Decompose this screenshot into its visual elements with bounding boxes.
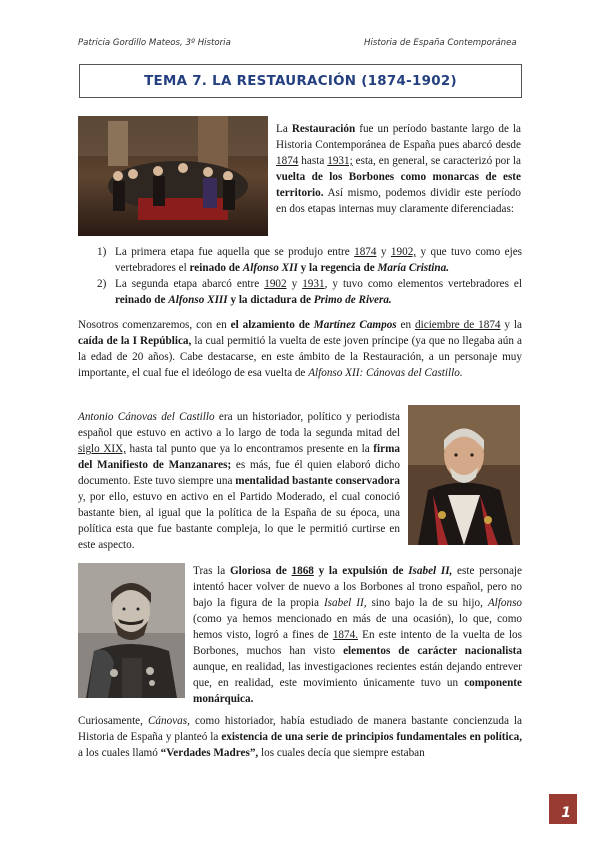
paragraph-alzamiento: Nosotros comenzaremos, con en el alzamiento de Martínez Campos en diciembre de 1874 y la caída de la I República, la cual permitió la vuelta de este joven príncipe (ya que no llegaba aún a la edad de 20 años). Cabe destacarse, en este ámbito de la Restauración, a un personaje muy importante, el cual fue el ideólogo de esa vuelta de Alfonso XII: Cánovas del Castillo. — [78, 319, 523, 379]
intro-paragraph: La Restauración fue un período bastante largo de la Historia Contemporánea de España pues abarcó desde 1874 hasta 1931; esta, en general, se caracterizó por la vuelta de los Borbones como monarcas de este territorio. Así mismo, podemos dividir este período en dos etapas internas muy claramente diferenciadas: — [276, 123, 521, 215]
paragraph-gloriosa: Tras la Gloriosa de 1868 y la expulsión de Isabel II, este personaje intentó hacer volver de nuevo a los Borbones al trono español, pero no bajo la figura de la propia Isabel II, sino bajo la de su hijo, Alfonso (como ya hemos mencionado en más de una ocasión), lo que, como hemos visto, logró a fines de 1874. En este intento de la vuelta de los Borbones, muchos han visto elementos de carácter nacionalista aunque, en realidad, las investigaciones recientes están dejando entrever que, en realidad, este movimiento únicamente tuvo un componente monárquica. — [193, 565, 523, 705]
list-item: 2) La segunda etapa abarcó entre 1902 y 1931, y tuvo como elementos vertebradores el reinado de Alfonso XIII y la dictadura de Primo de Rivera. — [97, 278, 522, 306]
page-number: 1 — [549, 794, 577, 824]
canovas-portrait-image — [408, 405, 520, 545]
restoration-painting-image — [78, 116, 268, 236]
title-box — [79, 64, 522, 98]
header-author: Patricia Gordillo Mateos, 3º Historia — [78, 38, 231, 48]
header-subject: Historia de España Contemporánea — [364, 38, 517, 48]
paragraph-canovas: Antonio Cánovas del Castillo era un historiador, político y periodista español que estuvo en activo a lo largo de toda la segunda mitad del siglo XIX, hasta tal punto que ya lo encontramos presente en la firma del Manifiesto de Manzanares; es más, fue él quien elaboró dicho documento. Este tuvo siempre una mentalidad bastante conservadora y, por ello, estuvo en activo en el Partido Moderado, el cual conoció bastante bien, al igual que la política de la España de su época, una política esta que fue bastante compleja, lo que le permitió curtirse en este aspecto. — [78, 411, 400, 551]
alfonso-portrait-image — [78, 563, 185, 698]
list-item: 1) La primera etapa fue aquella que se produjo entre 1874 y 1902, y que tuvo como ejes vertebradores el reinado de Alfonso XII y la regencia de María Cristina. — [97, 246, 523, 274]
paragraph-verdades: Curiosamente, Cánovas, como historiador, había estudiado de manera bastante concienzuda la Historia de España y planteó la existencia de una serie de principios fundamentales en política, a los cuales llamó “Verdades Madres”, los cuales decía que siempre estaban — [78, 715, 523, 759]
page-title: TEMA 7. LA RESTAURACIÓN (1874-1902) — [144, 73, 457, 89]
